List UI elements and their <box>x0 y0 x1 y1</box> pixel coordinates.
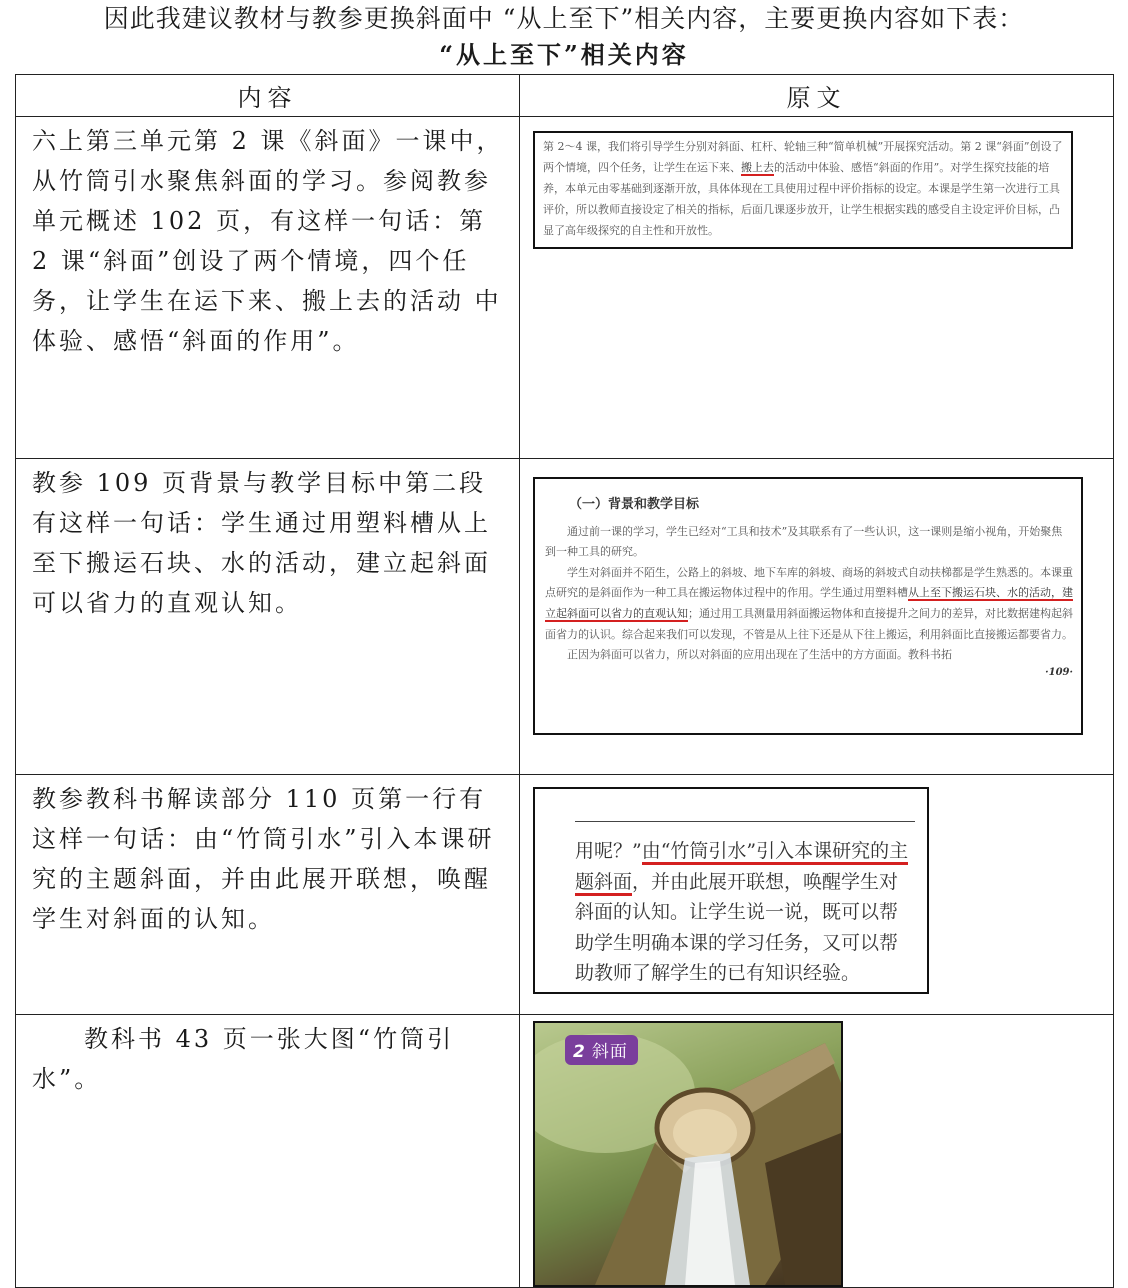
excerpt-text: ，并由此展开联想，唤醒学生对斜面的认知。让学生说一说，既可以帮助学生明确本课的学习任务，又可以帮助教师了解学生的已有知识经验。 <box>575 870 899 984</box>
lesson-number: 2 <box>573 1042 586 1062</box>
comparison-table <box>15 74 1114 1288</box>
divider <box>575 821 915 822</box>
excerpt-text: 学生对斜面并不陌生，公路上的斜坡、地下车库的斜坡、商场的斜坡式自动扶梯都是学生熟悉的。本课重点研究的是斜面作为一种工具在搬运物体过程中的作用。学生通过用塑料槽 <box>545 565 1073 600</box>
table-caption: “从上至下”相关内容 <box>439 40 689 69</box>
row-content-text: 教科书 43 页一张大图“竹筒引水”。 <box>32 1025 455 1093</box>
table-row <box>16 117 1114 459</box>
excerpt-heading: （一）背景和教学目标 <box>569 497 700 512</box>
excerpt-teacher-guide-p102 <box>533 131 1073 249</box>
row-content-text: 教参 109 页背景与教学目标中第二段有这样一句话：学生通过用塑料槽从上至下搬运石块、水的活动，建立起斜面可以省力的直观认知。 <box>32 469 491 617</box>
row-content-text: 教参教科书解读部分 110 页第一行有这样一句话：由“竹筒引水”引入本课研究的主题斜面，并由此展开联想，唤醒学生对斜面的认知。 <box>32 785 495 933</box>
excerpt-teacher-guide-p110 <box>533 787 929 994</box>
excerpt-text: 用呢？” <box>575 840 642 862</box>
header-original: 原文 <box>520 75 1114 117</box>
table-row <box>16 459 1114 775</box>
bamboo-water-photo <box>533 1021 843 1287</box>
excerpt-teacher-guide-p109 <box>533 477 1083 735</box>
excerpt-text: ；通过用工具测量用斜面搬运物体和直接提升之间力的差异，对比数据建构起斜面省力的认识。综合起来我们可以发现，不管是从上往下还是从下往上搬运，利用斜面比直接搬运都要省力。 <box>545 606 1073 641</box>
row-content-text: 六上第三单元第 2 课《斜面》一课中，从竹筒引水聚焦斜面的学习。参阅教参单元概述 102 页，有这样一句话：第 2 课“斜面”创设了两个情境，四个任务，让学生在运下来、搬上去的活动 中体验、感悟“斜面的作用”。 <box>32 127 504 355</box>
intro-sentence: 因此我建议教材与教参更换斜面中 “从上至下”相关内容，主要更换内容如下表： <box>103 4 1025 33</box>
page-number: ·109· <box>1045 666 1073 678</box>
table-row <box>16 775 1114 1015</box>
excerpt-paragraph: 通过前一课的学习，学生已经对“工具和技术”及其联系有了一些认识，这一课则是缩小视角，开始聚焦到一种工具的研究。 <box>545 524 1063 559</box>
header-content: 内容 <box>16 75 520 117</box>
underlined-phrase: 由“竹筒引水”引入本课研究的主题斜面 <box>575 840 908 896</box>
table-header-row <box>16 75 1114 117</box>
underlined-phrase: 搬上去 <box>741 161 774 174</box>
excerpt-paragraph <box>545 563 1073 645</box>
lesson-tag <box>565 1035 638 1065</box>
table-row <box>16 1015 1114 1288</box>
underlined-phrase: 从上至下搬运石块、水的活动，建立起斜面可以省力的直观认知 <box>545 586 1073 620</box>
lesson-title: 斜面 <box>591 1042 628 1062</box>
excerpt-text: 的活动中体验、感悟“斜面的作用”。对学生探究技能的培养，本单元由零基础到逐渐开放，具体体现在工具使用过程中评价指标的设定。本课是学生第一次进行工具评价，所以教师直接设定了相关的指标，后面几课逐步放开，让学生根据实践的感受自主设定评价目标，凸显了高年级探究的自主性和开放性。 <box>543 161 1060 237</box>
excerpt-paragraph: 正因为斜面可以省力，所以对斜面的应用出现在了生活中的方方面面。教科书拓 <box>567 648 952 662</box>
excerpt-text: 第 2～4 课，我们将引导学生分别对斜面、杠杆、轮轴三种“简单机械”开展探究活动。第 2 课“斜面”创设了两个情境，四个任务，让学生在运下来、 <box>543 140 1063 174</box>
